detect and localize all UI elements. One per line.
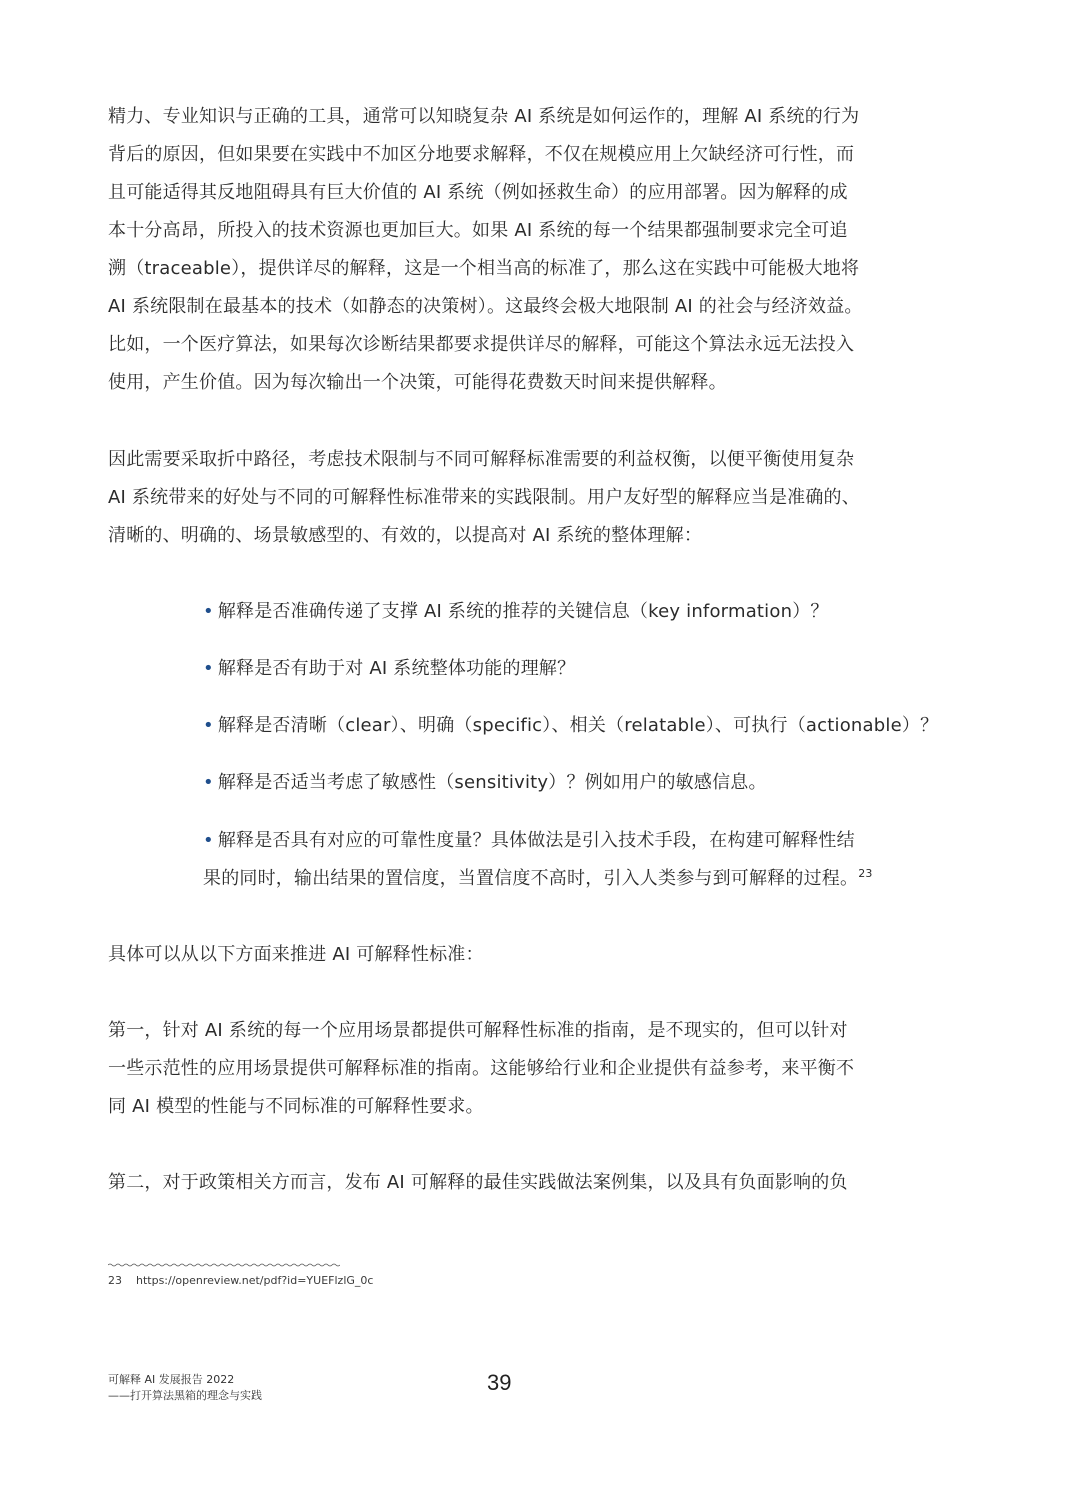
paragraph-1: [108, 98, 928, 402]
report-title: 可解释 AI 发展报告 2022: [108, 1373, 235, 1386]
paragraph-line: 具体可以从以下方面来推进 AI 可解释性标准：: [108, 944, 484, 965]
bullet-item: [203, 650, 575, 688]
paragraph-line: 第二，对于政策相关方而言，发布 AI 可解释的最佳实践做法案例集，以及具有负面影响的负: [108, 1172, 848, 1193]
footnote: [108, 1274, 373, 1287]
paragraph-line: AI 系统限制在最基本的技术（如静态的决策树）。这最终会极大地限制 AI 的社会与经济效益。: [108, 296, 863, 317]
bullet-item: [203, 822, 873, 898]
bullet-text: 解释是否有助于对 AI 系统整体功能的理解？: [217, 658, 576, 679]
report-footer: [108, 1372, 262, 1404]
paragraph-line: 精力、专业知识与正确的工具，通常可以知晓复杂 AI 系统是如何运作的，理解 AI 系统的行为: [108, 106, 860, 127]
paragraph-line: 溯（traceable），提供详尽的解释，这是一个相当高的标准了，那么这在实践中可能极大地将: [108, 258, 860, 279]
paragraph-line: 背后的原因，但如果要在实践中不加区分地要求解释，不仅在规模应用上欠缺经济可行性，而: [108, 144, 855, 165]
paragraph-line: 第一，针对 AI 系统的每一个应用场景都提供可解释性标准的指南，是不现实的，但可以针对: [108, 1020, 848, 1041]
bullet-text: 解释是否适当考虑了敏感性（sensitivity）？例如用户的敏感信息。: [217, 772, 767, 793]
paragraph-line: 比如，一个医疗算法，如果每次诊断结果都要求提供详尽的解释，可能这个算法永远无法投入: [108, 334, 855, 355]
paragraph-line: 同 AI 模型的性能与不同标准的可解释性要求。: [108, 1096, 484, 1117]
paragraph-line: 一些示范性的应用场景提供可解释标准的指南。这能够给行业和企业提供有益参考，来平衡不: [108, 1058, 855, 1079]
bullet-dot-icon: •: [203, 772, 214, 793]
paragraph-line: AI 系统带来的好处与不同的可解释性标准带来的实践限制。用户友好型的解释应当是准确的、: [108, 487, 860, 508]
paragraph-line: 本十分高昂，所投入的技术资源也更加巨大。如果 AI 系统的每一个结果都强制要求完全可追: [108, 220, 848, 241]
paragraph-3: [108, 936, 928, 974]
bullet-item: [203, 764, 767, 802]
bullet-text: 解释是否准确传递了支撑 AI 系统的推荐的关键信息（key information）？: [217, 601, 829, 622]
paragraph-5: [108, 1164, 928, 1202]
paragraph-4: [108, 1012, 928, 1126]
paragraph-line: 因此需要采取折中路径，考虑技术限制与不同可解释标准需要的利益权衡，以便平衡使用复杂: [108, 449, 855, 470]
bullet-continuation: [203, 860, 873, 898]
bullet-dot-icon: •: [203, 658, 214, 679]
bullet-dot-icon: •: [203, 601, 214, 622]
footnote-number: 23: [108, 1274, 122, 1287]
paragraph-line: 使用，产生价值。因为每次输出一个决策，可能得花费数天时间来提供解释。: [108, 372, 727, 393]
bullet-item: [203, 593, 829, 631]
footnote-divider: [108, 1263, 340, 1267]
paragraph-2: [108, 441, 928, 555]
paragraph-line: 清晰的、明确的、场景敏感型的、有效的，以提高对 AI 系统的整体理解：: [108, 525, 703, 546]
page-number: 39: [487, 1370, 512, 1395]
bullet-text: 解释是否具有对应的可靠性度量？具体做法是引入技术手段，在构建可解释性结: [217, 830, 855, 851]
bullet-item: [203, 707, 938, 745]
bullet-dot-icon: •: [203, 830, 214, 851]
bullet-text: 解释是否清晰（clear）、明确（specific）、相关（relatable）、可执行（actionable）？: [217, 715, 939, 736]
paragraph-line: 且可能适得其反地阻碍具有巨大价值的 AI 系统（例如拯救生命）的应用部署。因为解释的成: [108, 182, 848, 203]
bullet-dot-icon: •: [203, 715, 214, 736]
bullet-continuation-text: 果的同时，输出结果的置信度，当置信度不高时，引入人类参与到可解释的过程。: [203, 868, 859, 889]
report-subtitle: ——打开算法黑箱的理念与实践: [108, 1389, 262, 1402]
footnote-link[interactable]: https://openreview.net/pdf?id=YUEFlzlG_0c: [136, 1274, 374, 1287]
footnote-reference: 23: [858, 867, 873, 880]
